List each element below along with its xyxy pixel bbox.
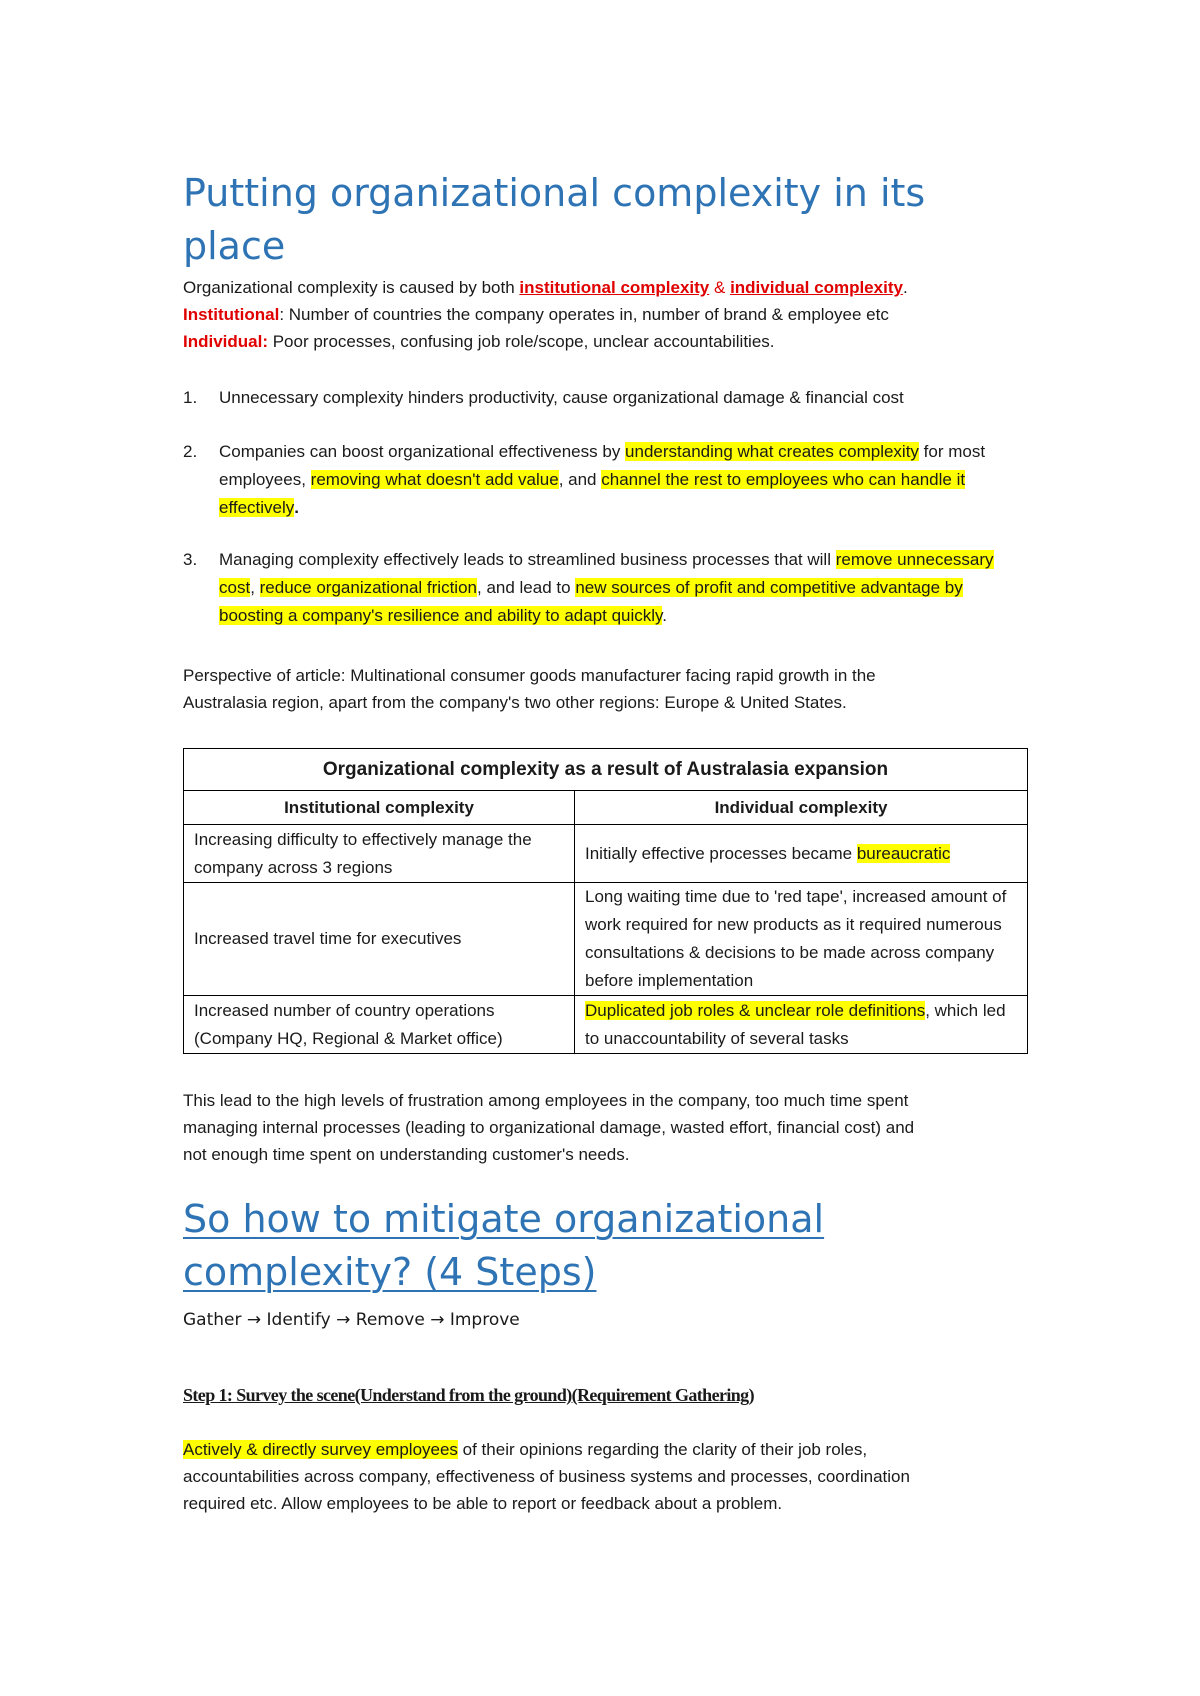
individual-label: Individual:: [183, 332, 268, 351]
arrow-right-icon: →: [246, 1310, 262, 1330]
table-header-individual: Individual complexity: [575, 791, 1028, 825]
step1-text: of their opinions regarding the clarity of their job roles,: [457, 1440, 868, 1459]
table-cell: Long waiting time due to 'red tape', increased amount of work required for new products as it required numerous consultations & decisions to be made across company before implementation: [575, 883, 1028, 996]
intro-ampersand: &: [709, 278, 731, 297]
list-text: , and: [558, 470, 602, 489]
term-individual-complexity: individual complexity: [730, 278, 903, 297]
highlighted-text: channel the rest to employees who can handle it effectively: [219, 470, 966, 517]
list-item: [219, 438, 1028, 522]
perspective-line: Australasia region, apart from the company's two other regions: Europe & United States.: [183, 693, 847, 712]
list-text: .: [294, 498, 300, 517]
institutional-definition: [183, 301, 889, 329]
conclusion-line: This lead to the high levels of frustration among employees in the company, too much time spent: [183, 1091, 909, 1110]
list-text: Companies can boost organizational effectiveness by: [219, 442, 626, 461]
highlighted-text: understanding what creates complexity: [625, 442, 919, 461]
table-cell: [575, 996, 1028, 1054]
highlighted-text: new sources of profit and competitive advantage by boosting a company's resilience and ability to adapt quickly: [219, 578, 963, 625]
table-cell: Increasing difficulty to effectively manage the company across 3 regions: [184, 825, 575, 883]
step1-line: accountabilities across company, effectiveness of business systems and processes, coordination: [183, 1467, 910, 1486]
highlighted-text: removing what doesn't add value: [310, 470, 559, 489]
intro-paragraph: [183, 274, 908, 302]
arrow-right-icon: →: [336, 1310, 351, 1330]
conclusion-line: not enough time spent on understanding customer's needs.: [183, 1145, 630, 1164]
highlighted-text: reduce organizational friction: [259, 578, 477, 597]
table-row: [184, 825, 1028, 883]
term-institutional-complexity: institutional complexity: [519, 278, 710, 297]
table-caption: Organizational complexity as a result of Australasia expansion: [184, 749, 1028, 791]
arrow-right-icon: →: [430, 1310, 445, 1330]
cell-text: , which led to unaccountability of several tasks: [585, 1000, 1006, 1048]
institutional-label: Institutional: [183, 305, 280, 324]
table-cell: Increased travel time for executives: [184, 883, 575, 996]
list-text: ,: [250, 578, 260, 597]
flow-step: Remove: [355, 1310, 425, 1330]
process-flow: [183, 1306, 520, 1334]
highlighted-text: remove unnecessary cost: [219, 550, 994, 597]
flow-step: Improve: [449, 1310, 520, 1330]
list-text: .: [662, 606, 668, 625]
individual-definition: [183, 328, 775, 356]
highlighted-text: Actively & directly survey employees: [183, 1440, 458, 1459]
flow-step: Identify: [266, 1310, 331, 1330]
institutional-text: : Number of countries the company operates in, number of brand & employee etc: [279, 305, 889, 324]
flow-step: Gather: [183, 1310, 242, 1330]
intro-period: .: [902, 278, 908, 297]
list-number: 1.: [183, 388, 198, 407]
complexity-table: [183, 748, 1028, 1054]
step1-line: [183, 1436, 867, 1464]
highlighted-text: Duplicated job roles & unclear role definitions: [585, 1000, 926, 1020]
list-number: 3.: [183, 550, 198, 569]
table-row: [184, 996, 1028, 1054]
step1-line: required etc. Allow employees to be able to report or feedback about a problem.: [183, 1494, 783, 1513]
list-text: for most employees,: [219, 442, 986, 489]
conclusion-line: managing internal processes (leading to organizational damage, wasted effort, financial cost) and: [183, 1118, 915, 1137]
individual-text: Poor processes, confusing job role/scope, unclear accountabilities.: [268, 332, 775, 351]
step1-heading: Step 1: Survey the scene(Understand from the ground)(Requirement Gathering): [183, 1385, 754, 1405]
cell-text: Initially effective processes became: [585, 843, 857, 863]
list-item: [219, 546, 1028, 630]
highlighted-text: bureaucratic: [856, 843, 951, 863]
perspective-line: Perspective of article: Multinational consumer goods manufacturer facing rapid growth in the: [183, 666, 876, 685]
list-text: , and lead to: [477, 578, 576, 597]
section-title: So how to mitigate organizational complexity? (4 Steps): [183, 1197, 825, 1294]
table-row: [184, 883, 1028, 996]
list-number: 2.: [183, 442, 198, 461]
table-header-institutional: Institutional complexity: [184, 791, 575, 825]
page-title: Putting organizational complexity in its place: [183, 171, 926, 268]
table-cell: [575, 825, 1028, 883]
list-item: Unnecessary complexity hinders productivity, cause organizational damage & financial cost: [219, 388, 904, 407]
intro-text: Organizational complexity is caused by both: [183, 278, 520, 297]
table-cell: Increased number of country operations (Company HQ, Regional & Market office): [184, 996, 575, 1054]
list-text: Managing complexity effectively leads to streamlined business processes that will: [219, 550, 836, 569]
